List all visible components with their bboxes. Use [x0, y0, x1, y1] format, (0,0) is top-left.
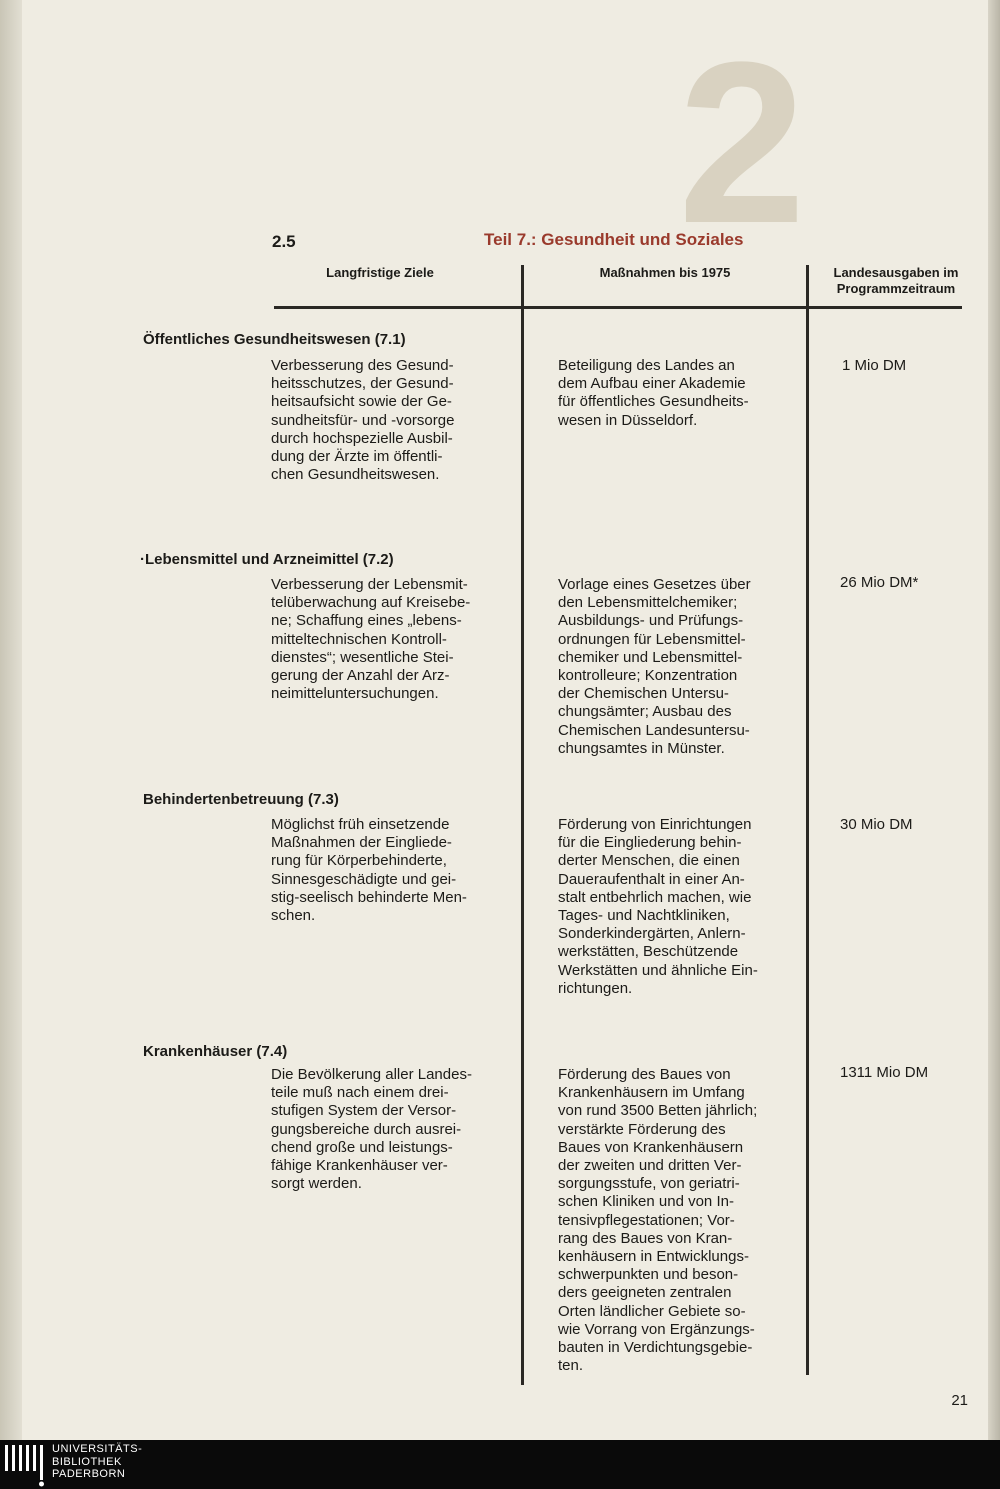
row-title-lebensmittel: ·Lebensmittel und Arzneimittel (7.2) [140, 551, 394, 568]
text-line: Daueraufenthalt in einer An- [558, 870, 745, 888]
row-betrag-3: 30 Mio DM [840, 816, 913, 833]
text-line: Möglichst früh einsetzende [271, 816, 450, 833]
text-line: heitsschutzes, der Gesund- [271, 375, 454, 393]
row-title-behindertenbetreuung: Behindertenbetreuung (7.3) [143, 791, 339, 808]
text-line: durch hochspezielle Ausbil- [271, 429, 453, 447]
text-line: bauten in Verdichtungsgebie- [558, 1339, 753, 1357]
text-line: Tages- und Nachtkliniken, [558, 907, 730, 925]
text-line: rung für Körperbehinderte, [271, 852, 447, 870]
text-line: stufigen System der Versor- [271, 1102, 457, 1120]
text-line: Vorlage eines Gesetzes über [558, 576, 751, 593]
text-line: derter Menschen, die einen [558, 852, 740, 870]
text-line: schen Kliniken und von In- [558, 1193, 734, 1211]
text-line: richtungen. [558, 979, 633, 997]
text-line: schen. [271, 907, 316, 925]
page-edge [988, 0, 1000, 1440]
text-line: für öffentliches Gesundheits- [558, 393, 749, 411]
column-header-ausgaben-line2: Programmzeitraum [836, 281, 956, 296]
text-line: dung der Ärzte im öffentli- [271, 448, 443, 466]
library-name-line2: BIBLIOTHEK [52, 1455, 122, 1468]
text-line: wie Vorrang von Ergänzungs- [558, 1320, 755, 1338]
text-line: mitteltechnischen Kontroll- [271, 630, 447, 648]
text-line: stig-seelisch behinderte Men- [271, 888, 467, 906]
text-line: ordnungen für Lebensmittel- [558, 630, 746, 648]
column-header-ausgaben [822, 265, 970, 297]
chapter-digit: 2 [678, 14, 800, 271]
row-betrag-1: 1 Mio DM [842, 357, 907, 374]
text-line: heitsaufsicht sowie der Ge- [271, 393, 452, 411]
row-massnahme-4 [558, 1066, 774, 1375]
row-betrag-2: 26 Mio DM* [840, 574, 919, 591]
text-line: ders geeigneten zentralen [558, 1284, 732, 1302]
row-ziel-3 [271, 816, 486, 925]
page-sheet [20, 0, 990, 1440]
text-line: dienstes“; wesentliche Stei- [271, 648, 454, 666]
text-line: neimitteluntersuchungen. [271, 685, 439, 703]
text-line: gerung der Anzahl der Arz- [271, 667, 450, 685]
text-line: Verbesserung des Gesund- [271, 357, 454, 374]
text-line: Ausbildungs- und Prüfungs- [558, 612, 744, 630]
text-line: ten. [558, 1357, 584, 1375]
text-line: tensivpflegestationen; Vor- [558, 1211, 735, 1229]
text-line: werkstätten, Beschützende [558, 943, 739, 961]
text-line: Krankenhäusern im Umfang [558, 1084, 745, 1102]
text-line: kontrolleure; Konzentration [558, 667, 738, 685]
text-line: kenhäusern in Entwicklungs- [558, 1248, 749, 1266]
column-header-massnahmen: Maßnahmen bis 1975 [599, 265, 731, 280]
page-number: 21 [951, 1392, 968, 1409]
text-line: Sonderkindergärten, Anlern- [558, 925, 746, 943]
row-ziel-1 [271, 357, 486, 484]
column-divider-1 [521, 265, 524, 1385]
text-line: chungsämter; Ausbau des [558, 703, 732, 721]
text-line: Sinnesgeschädigte und gei- [271, 870, 457, 888]
text-line: für die Eingliederung behin- [558, 834, 742, 852]
section-title: Teil 7.: Gesundheit und Soziales [484, 230, 744, 249]
text-line: sorgungsstufe, von geriatri- [558, 1175, 740, 1193]
row-betrag-4: 1311 Mio DM [840, 1064, 929, 1081]
text-line: Baues von Krankenhäusern [558, 1138, 744, 1156]
library-logo-icon [4, 1443, 44, 1487]
text-line: Verbesserung der Lebensmit- [271, 576, 468, 593]
text-line: Die Bevölkerung aller Landes- [271, 1066, 472, 1083]
library-name-line3: PADERBORN [52, 1468, 126, 1480]
text-line: verstärkte Förderung des [558, 1120, 726, 1138]
text-line: teile muß nach einem drei- [271, 1084, 449, 1102]
text-line: Förderung des Baues von [558, 1066, 731, 1083]
text-line: chemiker und Lebensmittel- [558, 648, 743, 666]
text-line: der zweiten und dritten Ver- [558, 1157, 742, 1175]
row-massnahme-2 [558, 576, 774, 758]
text-line: gungsbereiche durch ausrei- [271, 1120, 462, 1138]
text-line: dem Aufbau einer Akademie [558, 375, 746, 393]
row-massnahme-3 [558, 816, 774, 998]
footer-bar [0, 1440, 1000, 1489]
row-ziel-2 [271, 576, 486, 703]
text-line: den Lebensmittelchemiker; [558, 594, 738, 612]
text-line: Förderung von Einrichtungen [558, 816, 752, 833]
column-divider-2 [806, 265, 809, 1375]
section-number: 2.5 [272, 232, 296, 251]
library-name [52, 1443, 142, 1481]
row-massnahme-1 [558, 357, 774, 430]
text-line: wesen in Düsseldorf. [558, 411, 698, 429]
text-line: Orten ländlicher Gebiete so- [558, 1302, 746, 1320]
text-line: chen Gesundheitswesen. [271, 466, 440, 484]
binding-edge [0, 0, 22, 1440]
text-line: Maßnahmen der Eingliede- [271, 834, 452, 852]
row-ziel-4 [271, 1066, 486, 1193]
text-line: rang des Baues von Kran- [558, 1229, 733, 1247]
text-line: chungsamtes in Münster. [558, 739, 725, 757]
column-header-ziele: Langfristige Ziele [326, 265, 434, 280]
text-line: sundheitsfür- und -vorsorge [271, 411, 455, 429]
column-header-ausgaben-line1: Landesausgaben im [833, 265, 959, 280]
text-line: Werkstätten und ähnliche Ein- [558, 961, 758, 979]
text-line: telüberwachung auf Kreisebe- [271, 594, 471, 612]
text-line: von rund 3500 Betten jährlich; [558, 1102, 758, 1120]
text-line: Beteiligung des Landes an [558, 357, 735, 374]
text-line: ne; Schaffung eines „lebens- [271, 612, 462, 630]
text-line: chend große und leistungs- [271, 1138, 453, 1156]
header-rule [274, 306, 962, 309]
row-title-oeffentliches-gesundheitswesen: Öffentliches Gesundheitswesen (7.1) [143, 331, 406, 348]
library-name-line1: UNIVERSITÄTS- [52, 1443, 143, 1455]
text-line: schwerpunkten und beson- [558, 1266, 739, 1284]
text-line: Chemischen Landesuntersu- [558, 721, 750, 739]
text-line: stalt entbehrlich machen, wie [558, 888, 752, 906]
text-line: fähige Krankenhäuser ver- [271, 1157, 448, 1175]
text-line: sorgt werden. [271, 1175, 362, 1193]
text-line: der Chemischen Untersu- [558, 685, 729, 703]
row-title-krankenhaeuser: Krankenhäuser (7.4) [143, 1043, 288, 1060]
